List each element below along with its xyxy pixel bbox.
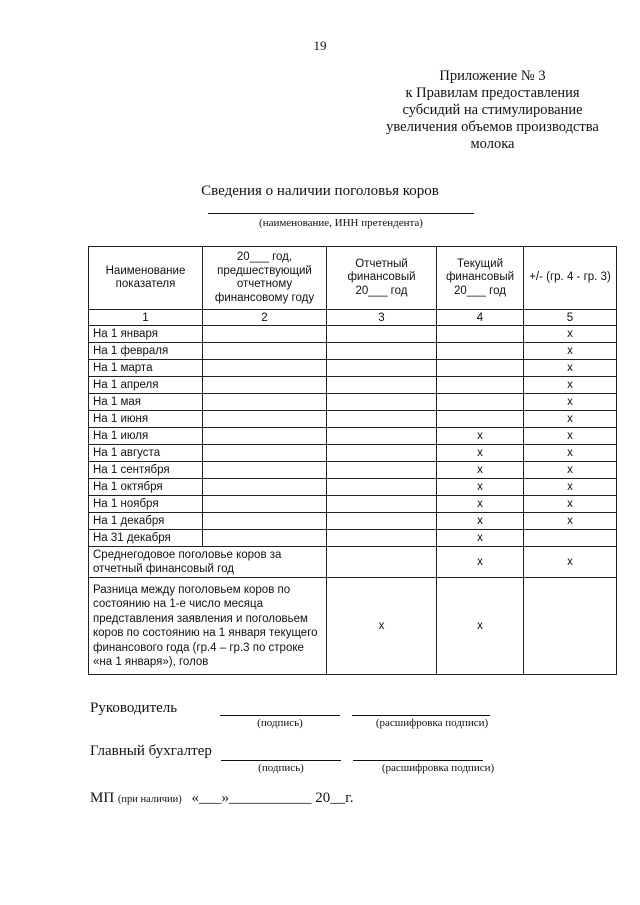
row-label: На 31 декабря <box>89 530 203 547</box>
table-cell[interactable] <box>524 578 617 675</box>
table-cell: x <box>524 411 617 428</box>
appendix-line: увеличения объемов производства <box>386 119 599 135</box>
table-cell: x <box>437 496 524 513</box>
appendix-line: молока <box>470 136 515 152</box>
column-number: 3 <box>327 310 437 326</box>
row-label: На 1 августа <box>89 445 203 462</box>
column-number: 2 <box>203 310 327 326</box>
table-cell: x <box>524 479 617 496</box>
head-signature-line[interactable] <box>220 715 340 716</box>
table-cell[interactable] <box>327 428 437 445</box>
table-cell[interactable] <box>327 496 437 513</box>
table-cell: x <box>524 377 617 394</box>
table-row <box>89 394 617 411</box>
table-cell: x <box>437 530 524 547</box>
row-label: На 1 мая <box>89 394 203 411</box>
accountant-decoding-caption: (расшифровка подписи) <box>381 762 495 774</box>
table-row <box>89 462 617 479</box>
table-cell: x <box>524 326 617 343</box>
column-header: Текущий финансовый 20___ год <box>437 247 524 310</box>
table-row <box>89 343 617 360</box>
table-cell: x <box>437 445 524 462</box>
row-label: На 1 марта <box>89 360 203 377</box>
table-row <box>89 428 617 445</box>
table-cell: x <box>437 462 524 479</box>
table-cell[interactable] <box>327 530 437 547</box>
stamp-place <box>90 790 354 807</box>
row-label: Разница между поголовьем коров по состоянию на 1-е число месяца представления заявления и поголовьем коров по состоянию на 1 января текущего финансового года (гр.4 – гр.3 по строке «на 1 января»), голов <box>89 578 327 675</box>
row-label: На 1 февраля <box>89 343 203 360</box>
applicant-name-line[interactable] <box>208 213 474 214</box>
head-decoding-line[interactable] <box>352 715 490 716</box>
table-row <box>89 530 617 547</box>
table-row <box>89 360 617 377</box>
appendix-heading <box>370 68 615 153</box>
table-cell[interactable] <box>327 326 437 343</box>
table-cell[interactable] <box>203 360 327 377</box>
table-cell: x <box>524 462 617 479</box>
table-cell: x <box>524 445 617 462</box>
table-cell[interactable] <box>203 326 327 343</box>
applicant-name-caption: (наименование, ИНН претендента) <box>259 217 423 229</box>
table-cell[interactable] <box>203 530 327 547</box>
table-cell[interactable] <box>524 530 617 547</box>
table-row <box>89 445 617 462</box>
table-cell: x <box>524 394 617 411</box>
appendix-line: субсидий на стимулирование <box>402 102 583 118</box>
table-cell[interactable] <box>203 394 327 411</box>
document-title: Сведения о наличии поголовья коров <box>201 183 439 199</box>
table-cell: x <box>524 360 617 377</box>
table-cell[interactable] <box>203 513 327 530</box>
table-cell: x <box>437 578 524 675</box>
row-label: Среднегодовое поголовье коров за отчетный финансовый год <box>89 547 327 578</box>
row-label: На 1 июля <box>89 428 203 445</box>
table-cell: x <box>327 578 437 675</box>
column-header: 20___ год, предшествующий отчетному финансовому году <box>203 247 327 310</box>
row-label: На 1 января <box>89 326 203 343</box>
column-header: Наименование показателя <box>89 247 203 310</box>
table-row <box>89 513 617 530</box>
accountant-signature-line[interactable] <box>221 760 341 761</box>
column-header: Отчетный финансовый 20___ год <box>327 247 437 310</box>
table-row <box>89 496 617 513</box>
table-cell[interactable] <box>203 496 327 513</box>
page-number: 19 <box>313 38 327 53</box>
chief-accountant-label: Главный бухгалтер <box>90 743 212 759</box>
table-cell[interactable] <box>327 394 437 411</box>
row-label: На 1 апреля <box>89 377 203 394</box>
table-cell[interactable] <box>327 377 437 394</box>
table-cell: x <box>437 428 524 445</box>
mp-note: (при наличии) <box>117 794 182 805</box>
table-cell[interactable] <box>203 462 327 479</box>
date-field[interactable]: «___»___________ 20__г. <box>191 790 354 806</box>
table-cell[interactable] <box>327 513 437 530</box>
table-cell[interactable] <box>203 411 327 428</box>
table-cell[interactable] <box>327 462 437 479</box>
table-cell: x <box>437 513 524 530</box>
table-cell[interactable] <box>437 394 524 411</box>
head-decoding-caption: (расшифровка подписи) <box>375 717 489 729</box>
table-header-row <box>89 247 617 310</box>
table-cell[interactable] <box>437 343 524 360</box>
table-cell: x <box>524 513 617 530</box>
column-number-row <box>89 310 617 326</box>
table-cell[interactable] <box>327 445 437 462</box>
table-row <box>89 479 617 496</box>
accountant-decoding-line[interactable] <box>353 760 483 761</box>
table-cell[interactable] <box>203 428 327 445</box>
table-cell: x <box>524 547 617 578</box>
row-label: На 1 ноября <box>89 496 203 513</box>
table-cell[interactable] <box>437 377 524 394</box>
table-cell[interactable] <box>327 411 437 428</box>
table-cell[interactable] <box>437 326 524 343</box>
appendix-line: к Правилам предоставления <box>405 85 580 101</box>
table-cell[interactable] <box>203 377 327 394</box>
table-row <box>89 411 617 428</box>
column-header: +/- (гр. 4 - гр. 3) <box>524 247 617 310</box>
column-number: 5 <box>524 310 617 326</box>
mp-label: МП <box>90 790 115 806</box>
table-cell: x <box>437 547 524 578</box>
row-label: На 1 декабря <box>89 513 203 530</box>
table-cell[interactable] <box>203 445 327 462</box>
appendix-line: Приложение № 3 <box>439 68 546 84</box>
table-cell[interactable] <box>203 343 327 360</box>
table-cell[interactable] <box>203 479 327 496</box>
cow-livestock-table <box>88 246 617 675</box>
table-cell[interactable] <box>327 360 437 377</box>
row-label: На 1 сентября <box>89 462 203 479</box>
table-cell: x <box>524 343 617 360</box>
difference-row <box>89 578 617 675</box>
column-number: 4 <box>437 310 524 326</box>
row-label: На 1 июня <box>89 411 203 428</box>
table-cell: x <box>437 479 524 496</box>
average-row <box>89 547 617 578</box>
table-row <box>89 377 617 394</box>
head-label: Руководитель <box>90 700 178 716</box>
table-cell[interactable] <box>327 343 437 360</box>
table-cell: x <box>524 496 617 513</box>
table-cell: x <box>524 428 617 445</box>
head-signature-caption: (подпись) <box>257 717 303 729</box>
row-label: На 1 октября <box>89 479 203 496</box>
table-cell[interactable] <box>437 360 524 377</box>
column-number: 1 <box>89 310 203 326</box>
table-row <box>89 326 617 343</box>
table-cell[interactable] <box>327 479 437 496</box>
accountant-signature-caption: (подпись) <box>258 762 304 774</box>
table-cell[interactable] <box>437 411 524 428</box>
table-cell[interactable] <box>327 547 437 578</box>
